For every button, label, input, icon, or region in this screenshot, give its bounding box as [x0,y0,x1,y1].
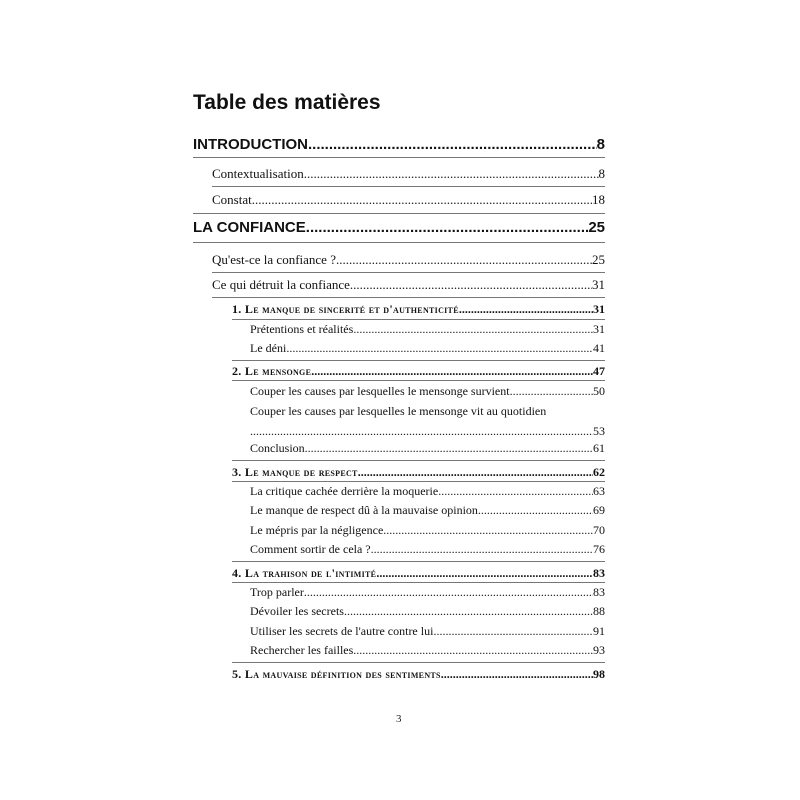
toc-entry-page: 8 [598,166,605,181]
toc-entry-page: 50 [593,384,605,398]
toc-entry-label: Ce qui détruit la confiance [212,277,350,292]
toc-entry-label: Comment sortir de cela ? [250,542,371,556]
dot-leader [311,364,593,379]
toc-entry-label: Contextualisation [212,166,304,181]
toc-entry-page: 31 [593,302,605,316]
toc-entry-trop-parler[interactable] [250,585,605,604]
dot-leader [304,166,599,182]
toc-entry-trahison[interactable] [232,566,605,586]
toc-entry-devoiler[interactable] [250,604,605,623]
dot-leader [350,277,592,293]
toc-entry-page: 83 [593,585,605,599]
toc-entry-label: Le mépris par la négligence [250,523,384,537]
dot-leader [252,192,592,208]
toc-entry-page: 70 [593,523,605,537]
toc-entry-page: 88 [593,604,605,618]
toc-entry-label: 4. La trahison de l'intimité [232,566,377,580]
section-divider [193,213,605,214]
toc-entry-page: 98 [593,667,605,681]
entry-divider [232,561,605,562]
entry-divider [212,297,605,298]
entry-divider [232,582,605,583]
toc-entry-page: 69 [593,503,605,517]
entry-divider [232,481,605,482]
toc-entry-constat[interactable] [212,192,605,212]
dot-leader [459,302,593,317]
section-divider [193,242,605,243]
dot-leader [250,424,593,439]
toc-entry-page: 25 [588,219,605,236]
toc-entry-page: 83 [593,566,605,580]
dot-leader [353,322,593,337]
toc-entry-label: 5. La mauvaise définition des sentiments [232,667,441,681]
toc-entry-label: Dévoiler les secrets [250,604,344,618]
toc-entry-le-deni[interactable] [250,341,605,360]
toc-entry-page: 31 [592,277,605,292]
toc-entry-page: 31 [593,322,605,336]
toc-entry-rechercher-failles[interactable] [250,643,605,662]
toc-entry-page: 53 [593,424,605,438]
entry-divider [212,186,605,187]
entry-divider [232,360,605,361]
dot-leader [336,252,592,268]
dot-leader [358,465,593,480]
toc-entry-le-mensonge[interactable] [232,364,605,384]
dot-leader [306,219,589,236]
dot-leader [353,643,593,658]
toc-entry-la-confiance[interactable] [193,219,605,243]
toc-entry-label: Le manque de respect dû à la mauvaise opinion [250,503,478,517]
toc-entry-label: Conclusion [250,441,305,455]
page-number: 3 [396,713,402,725]
toc-entry-page: 76 [593,542,605,556]
toc-entry-page: 91 [593,624,605,638]
toc-entry-label: INTRODUCTION [193,136,308,153]
dot-leader [441,667,593,682]
toc-entry-label: 1. Le manque de sincerité et d'authenticité [232,302,459,316]
entry-divider [232,662,605,663]
entry-divider [232,380,605,381]
toc-entry-page: 61 [593,441,605,455]
dot-leader [376,566,593,581]
dot-leader [344,604,593,619]
toc-entry-ce-qui-detruit[interactable] [212,277,605,297]
toc-entry-page: 25 [592,252,605,267]
toc-entry-label: Rechercher les failles [250,643,354,657]
toc-entry-comment-sortir[interactable] [250,542,605,561]
toc-entry-page: 18 [592,192,605,207]
toc-entry-label: Qu'est-ce la confiance ? [212,252,336,267]
toc-entry-label: Prétentions et réalités [250,322,354,336]
toc-entry-pretentions[interactable] [250,322,605,341]
dot-leader [510,384,593,399]
toc-entry-manque-respect[interactable] [232,465,605,485]
toc-entry-label: La critique cachée derrière la moquerie [250,484,439,498]
dot-leader [305,441,593,456]
toc-entry-label: Le déni [250,341,287,355]
toc-entry-label-wrapped[interactable]: Couper les causes par lesquelles le mensonge vit au quotidien [250,404,547,418]
dot-leader [371,542,593,557]
toc-entry-quest-ce-la-confiance[interactable] [212,252,605,272]
toc-entry-label: Trop parler [250,585,304,599]
toc-entry-mauvaise-opinion[interactable] [250,503,605,522]
entry-divider [232,319,605,320]
entry-divider [232,460,605,461]
toc-entry-mauvaise-definition[interactable] [232,667,605,687]
toc-entry-page: 62 [593,465,605,479]
toc-entry-label: Utiliser les secrets de l'autre contre lui [250,624,434,638]
dot-leader [286,341,593,356]
toc-entry-critique-cachee[interactable] [250,484,605,503]
toc-entry-label: 2. Le mensonge [232,364,312,378]
toc-entry-label: Constat [212,192,252,207]
toc-entry-page: 93 [593,643,605,657]
dot-leader [383,523,593,538]
toc-entry-utiliser-secrets[interactable] [250,624,605,643]
entry-divider [212,272,605,273]
toc-entry-mepris[interactable] [250,523,605,542]
toc-entry-label: LA CONFIANCE [193,219,306,236]
dot-leader [438,484,593,499]
page-title: Table des matières [193,91,381,114]
toc-entry-page: 41 [593,341,605,355]
toc-entry-page: 47 [593,364,605,378]
toc-entry-page: 8 [596,136,605,153]
toc-entry-label: Couper les causes par lesquelles le mensonge survient [250,384,510,398]
dot-leader [478,503,593,518]
toc-entry-conclusion[interactable] [250,441,605,460]
dot-leader [433,624,593,639]
dot-leader [304,585,593,600]
toc-entry-label: 3. Le manque de respect [232,465,358,479]
toc-entry-contextualisation[interactable] [212,166,605,186]
section-divider [193,157,605,158]
dot-leader [308,136,597,153]
toc-entry-couper-survient[interactable] [250,384,605,403]
toc-entry-page: 63 [593,484,605,498]
